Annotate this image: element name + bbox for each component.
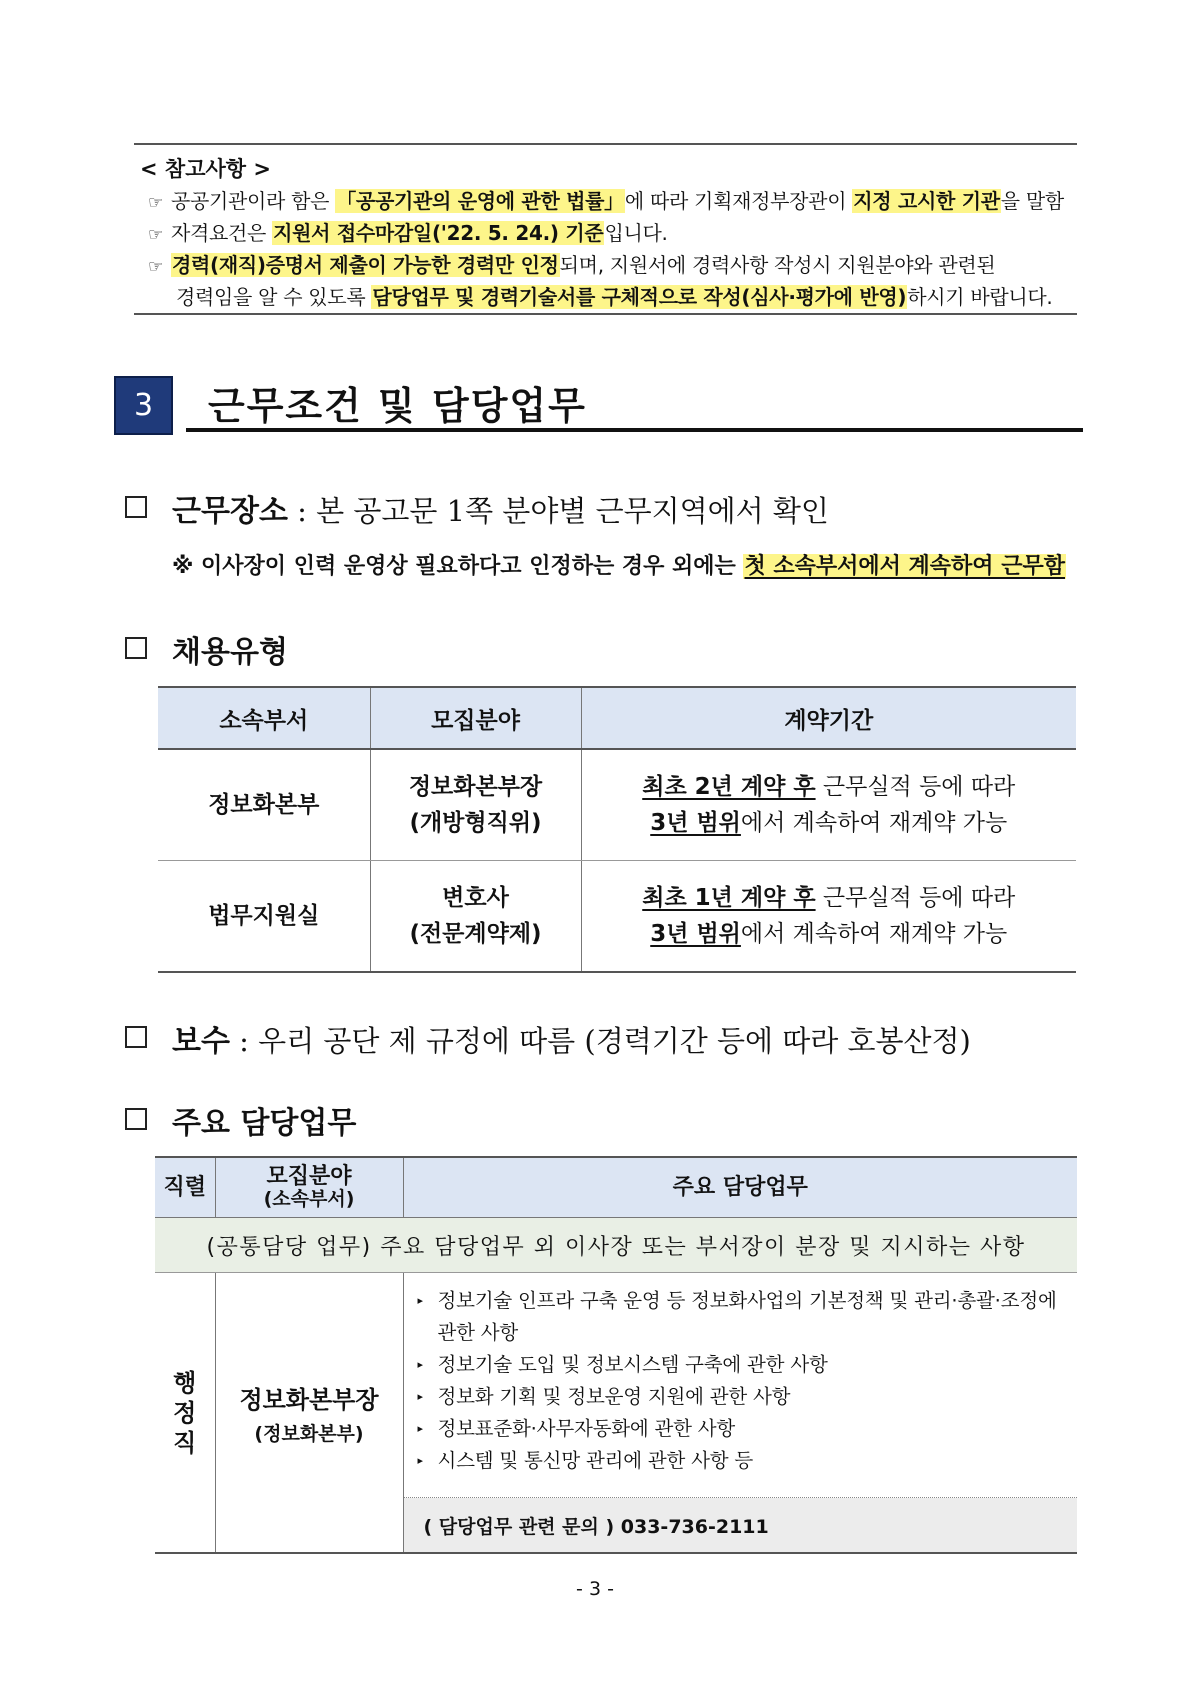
salary-item: 보수 : 우리 공단 제 규정에 따름 (경력기간 등에 따라 호봉산정) [172,1024,971,1059]
triangle-bullet-icon: ▸ [417,1390,423,1403]
dept-cell: 법무지원실 [158,861,370,973]
pointing-hand-icon: ☞ [148,257,163,277]
header-rank: 직렬 [155,1157,215,1218]
reference-line-2: ☞ 자격요건은 지원서 접수마감일('22. 5. 24.) 기준입니다. [148,221,668,245]
reference-box [134,143,1077,315]
duties-list [403,1273,1077,1498]
workplace-item: 근무장소 : 본 공고문 1쪽 분야별 근무지역에서 확인 [172,494,829,529]
list-item: ▸ 정보기술 도입 및 정보시스템 구축에 관한 사항 [416,1349,1078,1381]
reference-line-4: 경력임을 알 수 있도록 담당업무 및 경력기술서를 구체적으로 작성(심사·평가에 반영)하시기 바랍니다. [176,285,1053,309]
triangle-bullet-icon: ▸ [417,1454,423,1467]
reference-line-1: ☞ 공공기관이라 함은 「공공기관의 운영에 관한 법률」에 따라 기획재정부장관이 지정 고시한 기관을 말함 [148,189,1064,213]
triangle-bullet-icon: ▸ [417,1294,423,1307]
list-item: ▸ 정보기술 인프라 구축 운영 등 정보화사업의 기본정책 및 관리·총괄·조정에 관한 사항 [416,1285,1078,1349]
checkbox-icon [125,637,147,659]
workplace-note: ※ 이사장이 인력 운영상 필요하다고 인정하는 경우 외에는 첫 소속부서에서 계속하여 근무함 [172,554,1065,579]
header-term: 계약기간 [581,687,1076,749]
employment-table [158,686,1076,973]
duties-label: 주요 담당업무 [172,1106,357,1141]
table-row [158,749,1076,861]
rank-cell: 행 정 직 [155,1273,215,1554]
field-cell: 정보화본부장 (정보화본부) [215,1273,403,1554]
list-item: ▸ 정보화 기획 및 정보운영 지원에 관한 사항 [416,1381,1078,1413]
pointing-hand-icon: ☞ [148,193,163,213]
section-number: 3 [116,378,171,433]
list-item: ▸ 정보표준화·사무자동화에 관한 사항 [416,1413,1078,1445]
checkbox-icon [125,496,147,518]
dept-cell: 정보화본부 [158,749,370,861]
header-dept: 소속부서 [158,687,370,749]
duties-contact: ( 담당업무 관련 문의 ) 033-736-2111 [403,1498,1077,1554]
common-duties-row: (공통담당 업무) 주요 담당업무 외 이사장 또는 부서장이 분장 및 지시하는 사항 [155,1218,1077,1273]
checkbox-icon [125,1026,147,1048]
section-rule [186,428,1083,432]
field-cell: 정보화본부장 (개방형직위) [370,749,581,861]
reference-title: < 참고사항 > [140,157,271,181]
section-title: 근무조건 및 담당업무 [208,384,587,428]
duties-table [155,1156,1077,1554]
triangle-bullet-icon: ▸ [417,1422,423,1435]
reference-line-3: ☞ 경력(재직)증명서 제출이 가능한 경력만 인정되며, 지원서에 경력사항 작성시 지원분야와 관련된 [148,253,996,277]
checkbox-icon [125,1108,147,1130]
list-item: ▸ 시스템 및 통신망 관리에 관한 사항 등 [416,1445,1078,1477]
header-duties: 주요 담당업무 [403,1157,1077,1218]
pointing-hand-icon: ☞ [148,225,163,245]
header-field: 모집분야 [370,687,581,749]
header-field: 모집분야 (소속부서) [215,1157,403,1218]
field-cell: 변호사 (전문계약제) [370,861,581,973]
table-row [158,861,1076,973]
triangle-bullet-icon: ▸ [417,1358,423,1371]
term-cell: 최초 2년 계약 후 근무실적 등에 따라 3년 범위에서 계속하여 재계약 가능 [581,749,1076,861]
employment-label: 채용유형 [172,635,288,670]
page-number: - 3 - [576,1578,614,1600]
term-cell: 최초 1년 계약 후 근무실적 등에 따라 3년 범위에서 계속하여 재계약 가능 [581,861,1076,973]
